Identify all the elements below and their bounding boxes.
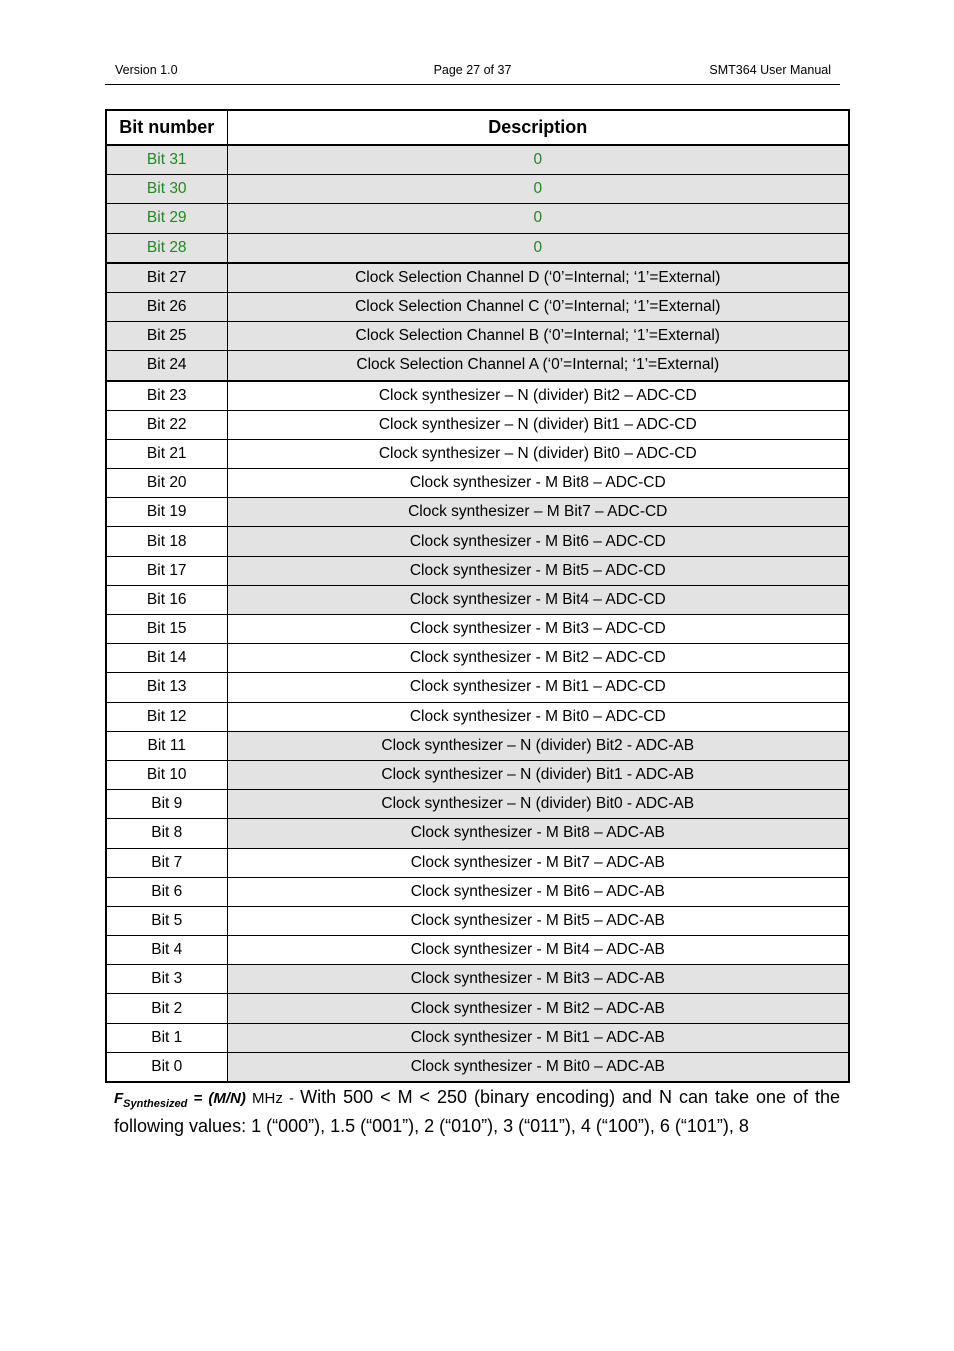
cell-description: Clock synthesizer - M Bit5 – ADC-AB bbox=[227, 906, 849, 935]
cell-description: Clock Selection Channel B (‘0’=Internal; ‘1’=External) bbox=[227, 322, 849, 351]
table-row bbox=[106, 848, 849, 877]
table-row bbox=[106, 556, 849, 585]
cell-bit-number: Bit 10 bbox=[106, 760, 227, 789]
cell-bit-number: Bit 13 bbox=[106, 673, 227, 702]
cell-bit-number: Bit 24 bbox=[106, 351, 227, 381]
cell-bit-number: Bit 11 bbox=[106, 731, 227, 760]
formula-unit: MHz - bbox=[245, 1090, 301, 1107]
table-row bbox=[106, 760, 849, 789]
header-description: Description bbox=[227, 110, 849, 145]
cell-description: 0 bbox=[227, 233, 849, 263]
table-row bbox=[106, 322, 849, 351]
table-row bbox=[106, 439, 849, 468]
cell-description: Clock synthesizer - M Bit6 – ADC-AB bbox=[227, 877, 849, 906]
table-row bbox=[106, 381, 849, 411]
table-row bbox=[106, 1023, 849, 1052]
cell-description: 0 bbox=[227, 175, 849, 204]
table-row bbox=[106, 906, 849, 935]
cell-bit-number: Bit 23 bbox=[106, 381, 227, 411]
table-row bbox=[106, 263, 849, 293]
cell-bit-number: Bit 7 bbox=[106, 848, 227, 877]
cell-bit-number: Bit 20 bbox=[106, 469, 227, 498]
table-row bbox=[106, 673, 849, 702]
table-row bbox=[106, 731, 849, 760]
cell-bit-number: Bit 28 bbox=[106, 233, 227, 263]
cell-bit-number: Bit 25 bbox=[106, 322, 227, 351]
table-row bbox=[106, 790, 849, 819]
cell-description: Clock synthesizer - M Bit4 – ADC-CD bbox=[227, 585, 849, 614]
formula: $F_{Synthesized} = (M/N)$ bbox=[114, 1090, 246, 1110]
cell-description: Clock synthesizer - M Bit3 – ADC-CD bbox=[227, 615, 849, 644]
header-bit-number: Bit number bbox=[106, 110, 227, 145]
cell-description: Clock synthesizer - M Bit8 – ADC-AB bbox=[227, 819, 849, 848]
table-body bbox=[106, 145, 849, 1082]
table-row bbox=[106, 351, 849, 381]
table-row bbox=[106, 204, 849, 233]
cell-description: Clock synthesizer - M Bit6 – ADC-CD bbox=[227, 527, 849, 556]
cell-bit-number: Bit 5 bbox=[106, 906, 227, 935]
table-row bbox=[106, 994, 849, 1023]
cell-bit-number: Bit 22 bbox=[106, 410, 227, 439]
cell-bit-number: Bit 31 bbox=[106, 145, 227, 175]
cell-bit-number: Bit 30 bbox=[106, 175, 227, 204]
page-header bbox=[105, 62, 840, 85]
cell-description: Clock synthesizer – N (divider) Bit1 - ADC-AB bbox=[227, 760, 849, 789]
cell-description: Clock Selection Channel D (‘0’=Internal; ‘1’=External) bbox=[227, 263, 849, 293]
header-manual-title: SMT364 User Manual bbox=[709, 63, 831, 77]
table-row bbox=[106, 175, 849, 204]
cell-bit-number: Bit 26 bbox=[106, 292, 227, 321]
cell-description: 0 bbox=[227, 145, 849, 175]
table-row bbox=[106, 615, 849, 644]
table-row bbox=[106, 585, 849, 614]
cell-bit-number: Bit 6 bbox=[106, 877, 227, 906]
cell-description: Clock synthesizer – N (divider) Bit0 – ADC-CD bbox=[227, 439, 849, 468]
cell-description: Clock synthesizer - M Bit3 – ADC-AB bbox=[227, 965, 849, 994]
cell-bit-number: Bit 18 bbox=[106, 527, 227, 556]
table-row bbox=[106, 527, 849, 556]
cell-description: Clock synthesizer – N (divider) Bit0 - ADC-AB bbox=[227, 790, 849, 819]
cell-description: Clock synthesizer - M Bit0 – ADC-AB bbox=[227, 1052, 849, 1082]
cell-description: Clock synthesizer - M Bit8 – ADC-CD bbox=[227, 469, 849, 498]
cell-bit-number: Bit 14 bbox=[106, 644, 227, 673]
cell-bit-number: Bit 17 bbox=[106, 556, 227, 585]
cell-description: Clock synthesizer – N (divider) Bit2 - ADC-AB bbox=[227, 731, 849, 760]
table-row bbox=[106, 965, 849, 994]
table-row bbox=[106, 145, 849, 175]
header-version: Version 1.0 bbox=[115, 63, 178, 77]
cell-description: Clock synthesizer - M Bit1 – ADC-CD bbox=[227, 673, 849, 702]
table-row bbox=[106, 936, 849, 965]
table-row bbox=[106, 702, 849, 731]
cell-bit-number: Bit 19 bbox=[106, 498, 227, 527]
header-page-number: Page 27 of 37 bbox=[433, 63, 512, 77]
cell-description: Clock Selection Channel C (‘0’=Internal; ‘1’=External) bbox=[227, 292, 849, 321]
table-row bbox=[106, 469, 849, 498]
cell-description: Clock Selection Channel A (‘0’=Internal; ‘1’=External) bbox=[227, 351, 849, 381]
cell-description: Clock synthesizer – M Bit7 – ADC-CD bbox=[227, 498, 849, 527]
cell-bit-number: Bit 8 bbox=[106, 819, 227, 848]
cell-description: Clock synthesizer – N (divider) Bit1 – ADC-CD bbox=[227, 410, 849, 439]
cell-bit-number: Bit 21 bbox=[106, 439, 227, 468]
note-text: With 500 < M < 250 (binary encoding) and N can take one of the following values: 1 (“000”), 1.5 (“001”), 2 (“010”), 3 (“011”), 4 (“100”), 6 (“101”), 8 bbox=[114, 1087, 840, 1136]
cell-description: Clock synthesizer - M Bit7 – ADC-AB bbox=[227, 848, 849, 877]
cell-bit-number: Bit 29 bbox=[106, 204, 227, 233]
cell-bit-number: Bit 12 bbox=[106, 702, 227, 731]
table-row bbox=[106, 292, 849, 321]
cell-description: Clock synthesizer - M Bit1 – ADC-AB bbox=[227, 1023, 849, 1052]
register-bit-table bbox=[105, 109, 850, 1083]
cell-bit-number: Bit 4 bbox=[106, 936, 227, 965]
cell-description: Clock synthesizer - M Bit0 – ADC-CD bbox=[227, 702, 849, 731]
cell-bit-number: Bit 16 bbox=[106, 585, 227, 614]
cell-bit-number: Bit 0 bbox=[106, 1052, 227, 1082]
cell-bit-number: Bit 9 bbox=[106, 790, 227, 819]
cell-description: Clock synthesizer - M Bit4 – ADC-AB bbox=[227, 936, 849, 965]
cell-description: Clock synthesizer – N (divider) Bit2 – ADC-CD bbox=[227, 381, 849, 411]
cell-description: Clock synthesizer - M Bit5 – ADC-CD bbox=[227, 556, 849, 585]
table-row bbox=[106, 644, 849, 673]
table-row bbox=[106, 877, 849, 906]
table-row bbox=[106, 410, 849, 439]
cell-bit-number: Bit 27 bbox=[106, 263, 227, 293]
cell-description: Clock synthesizer - M Bit2 – ADC-CD bbox=[227, 644, 849, 673]
table-row bbox=[106, 819, 849, 848]
cell-description: 0 bbox=[227, 204, 849, 233]
table-row bbox=[106, 498, 849, 527]
frequency-note bbox=[114, 1086, 840, 1137]
table-row bbox=[106, 1052, 849, 1082]
cell-bit-number: Bit 15 bbox=[106, 615, 227, 644]
table-row bbox=[106, 233, 849, 263]
table-header-row bbox=[106, 110, 849, 145]
cell-description: Clock synthesizer - M Bit2 – ADC-AB bbox=[227, 994, 849, 1023]
cell-bit-number: Bit 2 bbox=[106, 994, 227, 1023]
cell-bit-number: Bit 3 bbox=[106, 965, 227, 994]
cell-bit-number: Bit 1 bbox=[106, 1023, 227, 1052]
